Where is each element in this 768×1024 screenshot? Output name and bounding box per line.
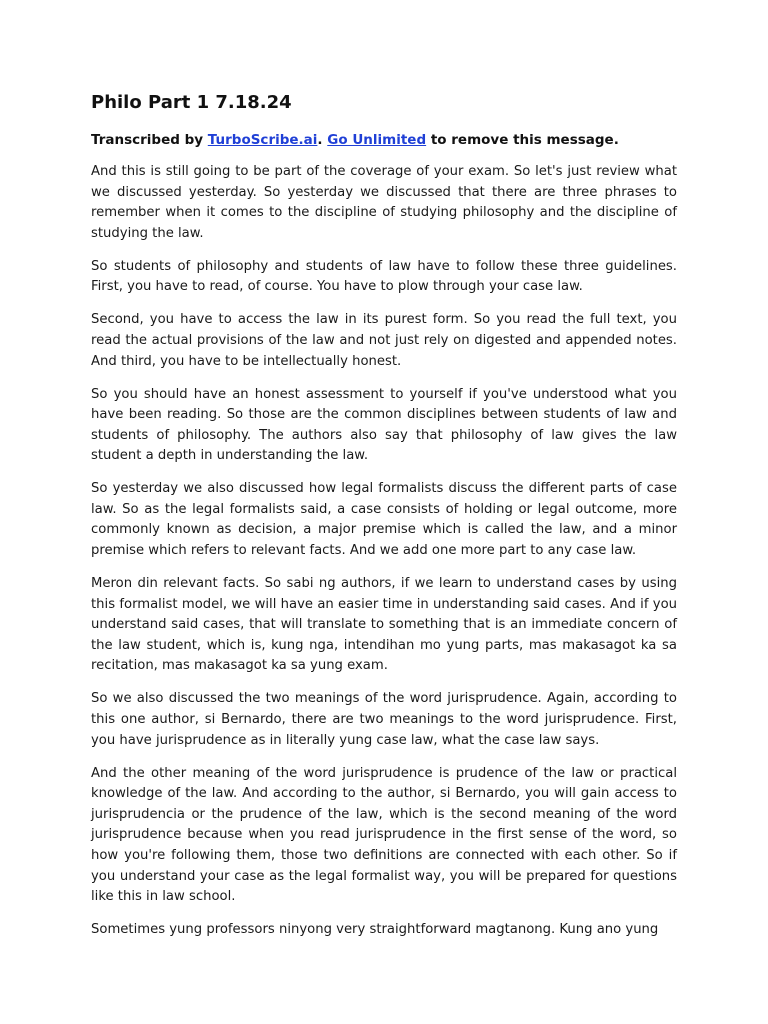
paragraph: So we also discussed the two meanings of the word jurisprudence. Again, according to this one author, si Bernardo, there are two meanings to the word jurisprudence. First, you have jurisprudence as in literally yung case law, what the case law says.: [91, 691, 677, 748]
turboscribe-link[interactable]: TurboScribe.ai: [207, 132, 318, 148]
paragraph: And the other meaning of the word jurisprudence is prudence of the law or practical knowledge of the law. And according to the author, si Bernardo, you will gain access to jurisprudencia or the prudence of the law, which is the second meaning of the word jurisprudence because when you read jurisprudence in the first sense of the word, so how you're following them, those two definitions are connected with each other. So if you understand your case as the legal formalist way, you will be prepared for questions like this in law school.: [91, 765, 677, 905]
document-title: Philo Part 1 7.18.24: [91, 92, 292, 113]
paragraph: Sometimes yung professors ninyong very straightforward magtanong. Kung ano yung: [91, 922, 659, 938]
paragraph: So you should have an honest assessment to yourself if you've understood what you have been reading. So those are the common disciplines between students of law and students of philosophy. The authors also say that philosophy of law gives the law student a depth in understanding the law.: [91, 386, 677, 464]
banner-prefix: Transcribed by: [91, 132, 208, 148]
document-page: [91, 90, 677, 953]
transcription-banner: [91, 130, 677, 150]
go-unlimited-link[interactable]: Go Unlimited: [327, 132, 427, 148]
paragraph: And this is still going to be part of the coverage of your exam. So let's just review what we discussed yesterday. So yesterday we discussed that there are three phrases to remember when it comes to the discipline of studying philosophy and the discipline of studying the law.: [91, 164, 677, 241]
banner-separator: .: [317, 132, 328, 148]
paragraph: So students of philosophy and students of law have to follow these three guidelines. First, you have to read, of course. You have to plow through your case law.: [91, 258, 677, 295]
paragraph: Meron din relevant facts. So sabi ng authors, if we learn to understand cases by using this formalist model, we will have an easier time in understanding said cases. And if you understand said cases, that will translate to something that is an immediate concern of the law student, which is, kung nga, intendihan mo yung parts, mas makasagot ka sa recitation, mas makasagot ka sa yung exam.: [91, 576, 677, 674]
paragraph: Second, you have to access the law in its purest form. So you read the full text, you read the actual provisions of the law and not just rely on digested and appended notes. And third, you have to be intellectually honest.: [91, 312, 677, 369]
banner-suffix: to remove this message.: [426, 132, 619, 148]
paragraph: So yesterday we also discussed how legal formalists discuss the different parts of case law. So as the legal formalists said, a case consists of holding or legal outcome, more commonly known as decision, a major premise which is called the law, and a minor premise which refers to relevant facts. And we add one more part to any case law.: [91, 481, 677, 559]
